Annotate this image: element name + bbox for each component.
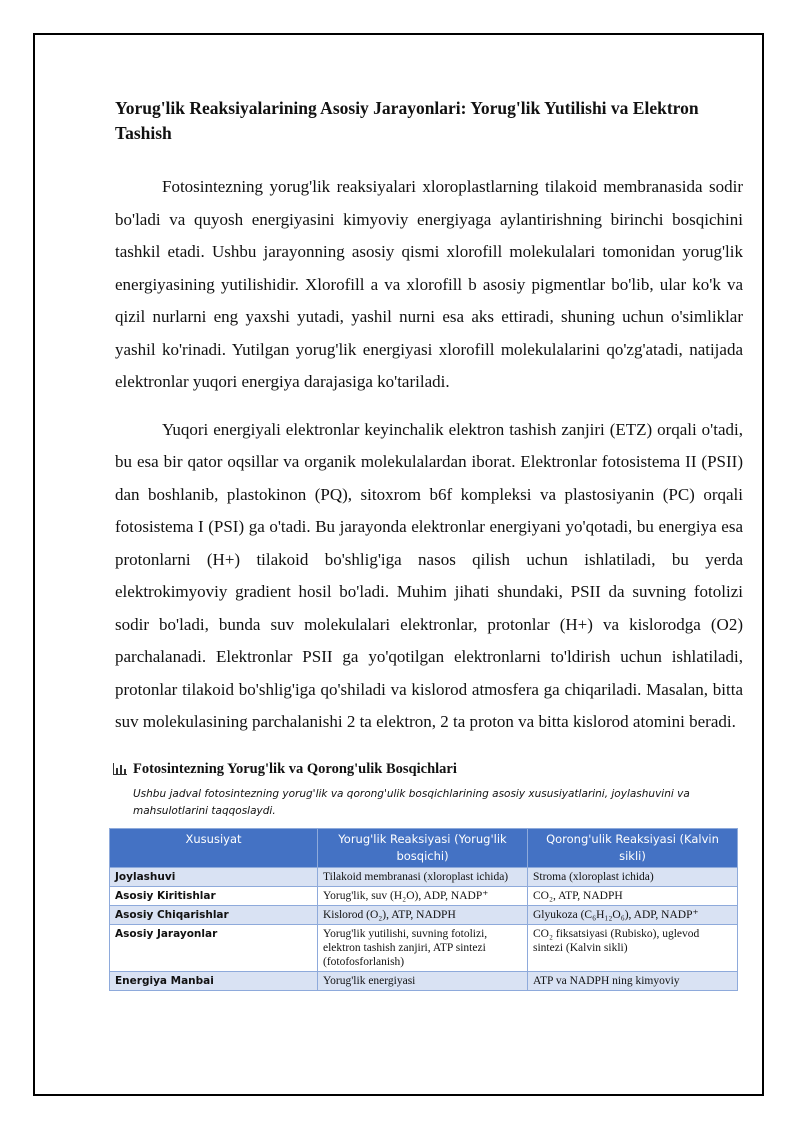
- row-label: Asosiy Kiritishlar: [110, 886, 318, 905]
- table-cell: Tilakoid membranasi (xloroplast ichida): [318, 867, 528, 886]
- table-cell: Kislorod (O₂), ATP, NADPH: [318, 905, 528, 924]
- document-body: [115, 96, 743, 991]
- table-row: [110, 905, 738, 924]
- row-label: Energiya Manbai: [110, 971, 318, 990]
- table-title: Fotosintezning Yorug'lik va Qorong'ulik Bosqichlari: [133, 760, 457, 777]
- table-cell: Yorug'lik energiyasi: [318, 971, 528, 990]
- table-cell: CO₂ fiksatsiyasi (Rubisko), uglevod sintezi (Kalvin sikli): [528, 924, 738, 971]
- table-heading: [113, 761, 743, 778]
- table-cell: CO₂, ATP, NADPH: [528, 886, 738, 905]
- table-row: [110, 971, 738, 990]
- table-cell: Glyukoza (C₆H₁₂O₆), ADP, NADP⁺: [528, 905, 738, 924]
- table-row: [110, 886, 738, 905]
- bar-chart-icon: [113, 763, 127, 775]
- table-cell: Yorug'lik yutilishi, suvning fotolizi, elektron tashish zanjiri, ATP sintezi (fotofosforlanish): [318, 924, 528, 971]
- paragraph-2: Yuqori energiyali elektronlar keyinchalik elektron tashish zanjiri (ETZ) orqali o'tadi, bu esa bir qator oqsillar va organik molekulalardan iborat. Elektronlar fotosistema II (PSII) dan boshlanib, plastokinon (PQ), sitoxrom b6f kompleksi va plastosiyanin (PC) orqali fotosistema I (PSI) ga o'tadi. Bu jarayonda elektronlar energiyani yo'qotadi, bu energiya esa protonlarni (H+) tilakoid bo'shlig'iga nasos qilish uchun ishlatiladi, bu yerda elektrokimyoviy gradient hosil bo'ladi. Muhim jihati shundaki, PSII da suvning fotolizi sodir bo'ladi, bunda suv molekulalari elektronlar, protonlar (H+) va kislorodga (O2) parchalanadi. Elektronlar PSII ga yo'qotilgan elektronlarni to'ldirish uchun ishlatiladi, protonlar tilakoid bo'shlig'iga qo'shiladi va kislorod atmosfera ga chiqariladi. Masalan, bitta suv molekulasining parchalanishi 2 ta elektron, 2 ta proton va bitta kislorod atomini beradi.: [115, 419, 743, 731]
- table-cell: ATP va NADPH ning kimyoviy: [528, 971, 738, 990]
- table-header-cell: Xususiyat: [110, 828, 318, 867]
- table-header-cell: Yorug'lik Reaksiyasi (Yorug'lik bosqichi): [318, 828, 528, 867]
- table-header-cell: Qorong'ulik Reaksiyasi (Kalvin sikli): [528, 828, 738, 867]
- table-row: [110, 867, 738, 886]
- table-cell: Stroma (xloroplast ichida): [528, 867, 738, 886]
- row-label: Joylashuvi: [110, 867, 318, 886]
- table-caption: Ushbu jadval fotosintezning yorug'lik va qorong'ulik bosqichlarining asosiy xususiyatlarini, joylashuvini va mahsulotlarini taqqoslaydi.: [133, 787, 690, 817]
- paragraph-1: Fotosintezning yorug'lik reaksiyalari xloroplastlarning tilakoid membranasida sodir bo'ladi va quyosh energiyasini kimyoviy energiyaga aylantirishning birinchi bosqichini tashkil etadi. Ushbu jarayonning asosiy qismi xlorofill molekulalari tomonidan yorug'lik energiyasining yutilishidir. Xlorofill a va xlorofill b asosiy pigmentlar bo'lib, ular ko'k va qizil nurlarni eng yaxshi yutadi, yashil nurni esa aks ettiradi, shuning uchun o'simliklar yashil ko'rinadi. Yutilgan yorug'lik energiyasi xlorofill molekulalarini qo'zg'atadi, natijada elektronlar yuqori energiya darajasiga ko'tariladi.: [115, 177, 743, 391]
- row-label: Asosiy Jarayonlar: [110, 924, 318, 971]
- section-title: Yorug'lik Reaksiyalarining Asosiy Jarayonlari: Yorug'lik Yutilishi va Elektron Tashish: [115, 98, 699, 143]
- row-label: Asosiy Chiqarishlar: [110, 905, 318, 924]
- table-header-row: [110, 828, 738, 867]
- comparison-table: [109, 828, 738, 991]
- table-cell: Yorug'lik, suv (H₂O), ADP, NADP⁺: [318, 886, 528, 905]
- table-row: [110, 924, 738, 971]
